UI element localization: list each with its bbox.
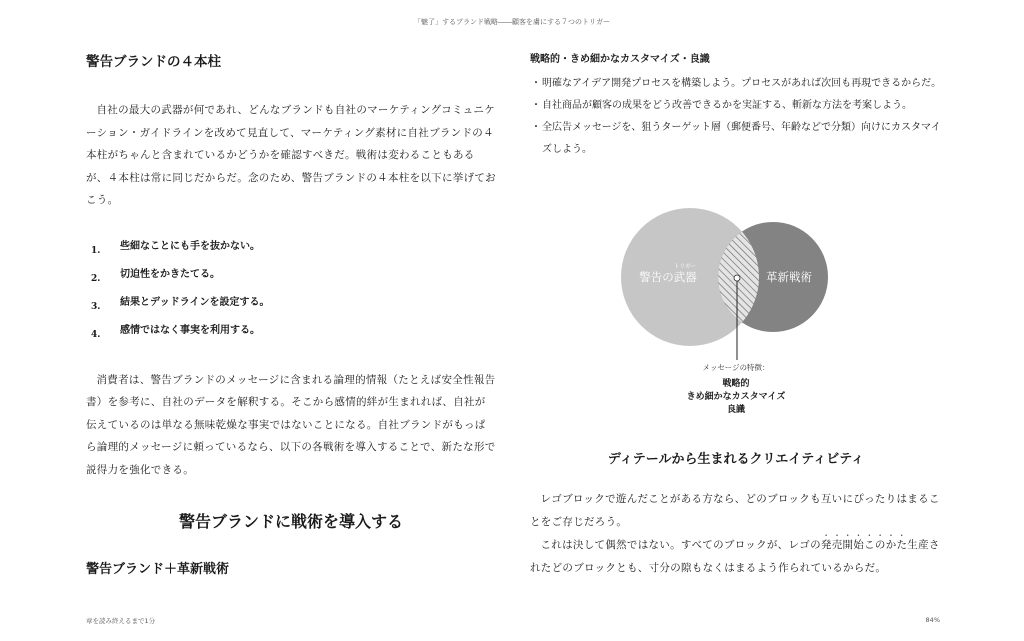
tactics-list [530,73,942,161]
venn-right-label: 革新戦術 [766,270,812,284]
list-text: 結果とデッドラインを設定する。 [120,296,270,308]
left-column [86,50,496,577]
venn-pointer-dot [734,275,740,281]
lego-paragraph-2 [530,533,942,580]
section-heading: ディテールから生まれるクリエイティビティ [607,452,865,467]
list-number: 3. [91,301,101,312]
venn-left-label: 警告の武器 [639,270,697,284]
list-number: 2. [91,273,101,284]
list-text: 切迫性をかきたてる。 [120,268,220,280]
list-text: 些細なことにも手を抜かない。 [120,240,260,252]
bullet-text: 明確なアイデア開発プロセスを構築しよう。プロセスがあれば次回も再現できるからだ。 [542,78,942,89]
list-item [530,95,942,117]
list-item [86,321,496,349]
lego-paragraph-1: レゴブロックで遊んだことがある方なら、どのブロックも互いにぴったりはまることをご存じだろう。 [530,493,940,528]
lego-text [530,488,942,580]
bullet-dot: ・ [531,100,541,111]
pillars-list [86,237,496,349]
list-text: 感情ではなく事実を利用する。 [120,324,260,336]
reading-progress: 84% [925,616,940,624]
list-number: 4. [91,329,101,340]
tactics-heading: 戦略的・きめ細かなカスタマイズ・良識 [530,54,710,65]
chapter-heading: 警告ブランドに戦術を導入する [178,512,403,531]
list-number: 1. [91,245,101,256]
caption-line: 戦略的 [722,379,750,389]
bullet-text: 自社商品が顧客の成果をどう改善できるかを実証する、斬新な方法を考案しよう。 [542,100,912,111]
running-header: 「魅了」するブランド戦略――顧客を虜にする７つのトリガー [414,18,610,26]
bullet-text: 全広告メッセージを、狙うターゲット層（郵便番号、年齢などで分類）向けにカスタマイズしよう。 [542,122,941,155]
lego-paragraph-2-start: これは決して偶然ではない。すべてのブロックが、レゴの [540,539,821,551]
caption-label: メッセージの特徴： [702,363,770,372]
caption-line: 良識 [726,405,745,415]
list-item [530,117,942,161]
list-item [86,265,496,293]
emphasized-text: 発売開始このかた [820,539,908,551]
bullet-dot: ・ [531,122,541,133]
list-item [86,237,496,265]
bullet-dot: ・ [531,78,541,89]
intro-paragraph: 自社の最大の武器が何であれ、どんなブランドも自社のマーケティングコミュニケーション・ガイドラインを改めて見直して、マーケティング素材に自社ブランドの４本柱がちゃんと含まれているかどうかを確認すべきだ。戦術は変わることもあるが、４本柱は常に同じだからだ。念のため、警告ブランドの４本柱を以下に挙げておこう。 [86,104,496,206]
reading-time: 章を読み終えるまで1分 [86,617,156,625]
lego-paragraph-2-end: 生産されたどのブロックとも、寸分の隙もなくはまるよう作られているからだ。 [530,539,940,574]
caption-line: きめ細かなカスタマイズ [686,392,786,402]
list-item [86,293,496,321]
body-paragraph: 消費者は、警告ブランドのメッセージに含まれる論理的情報（たとえば安全性報告書）を参考に、自社のデータを解釈する。そこから感情的絆が生まれれば、自社が伝えているのは単なる無味乾燥な事実ではないことになる。自社ブランドがもっぱら論理的メッセージに頼っているなら、以下の各戦術を導入することで、新たな形で説得力を強化できる。 [86,373,496,476]
section-title: 警告ブランドの４本柱 [86,54,221,70]
sub-heading: 警告ブランド＋革新戦術 [86,562,230,577]
caption-lines [530,378,942,417]
right-column [530,50,942,574]
list-item [530,73,942,95]
venn-svg [530,208,942,368]
venn-caption [530,362,942,417]
venn-left-ruby: トリガー [674,264,696,270]
venn-diagram [530,208,942,368]
